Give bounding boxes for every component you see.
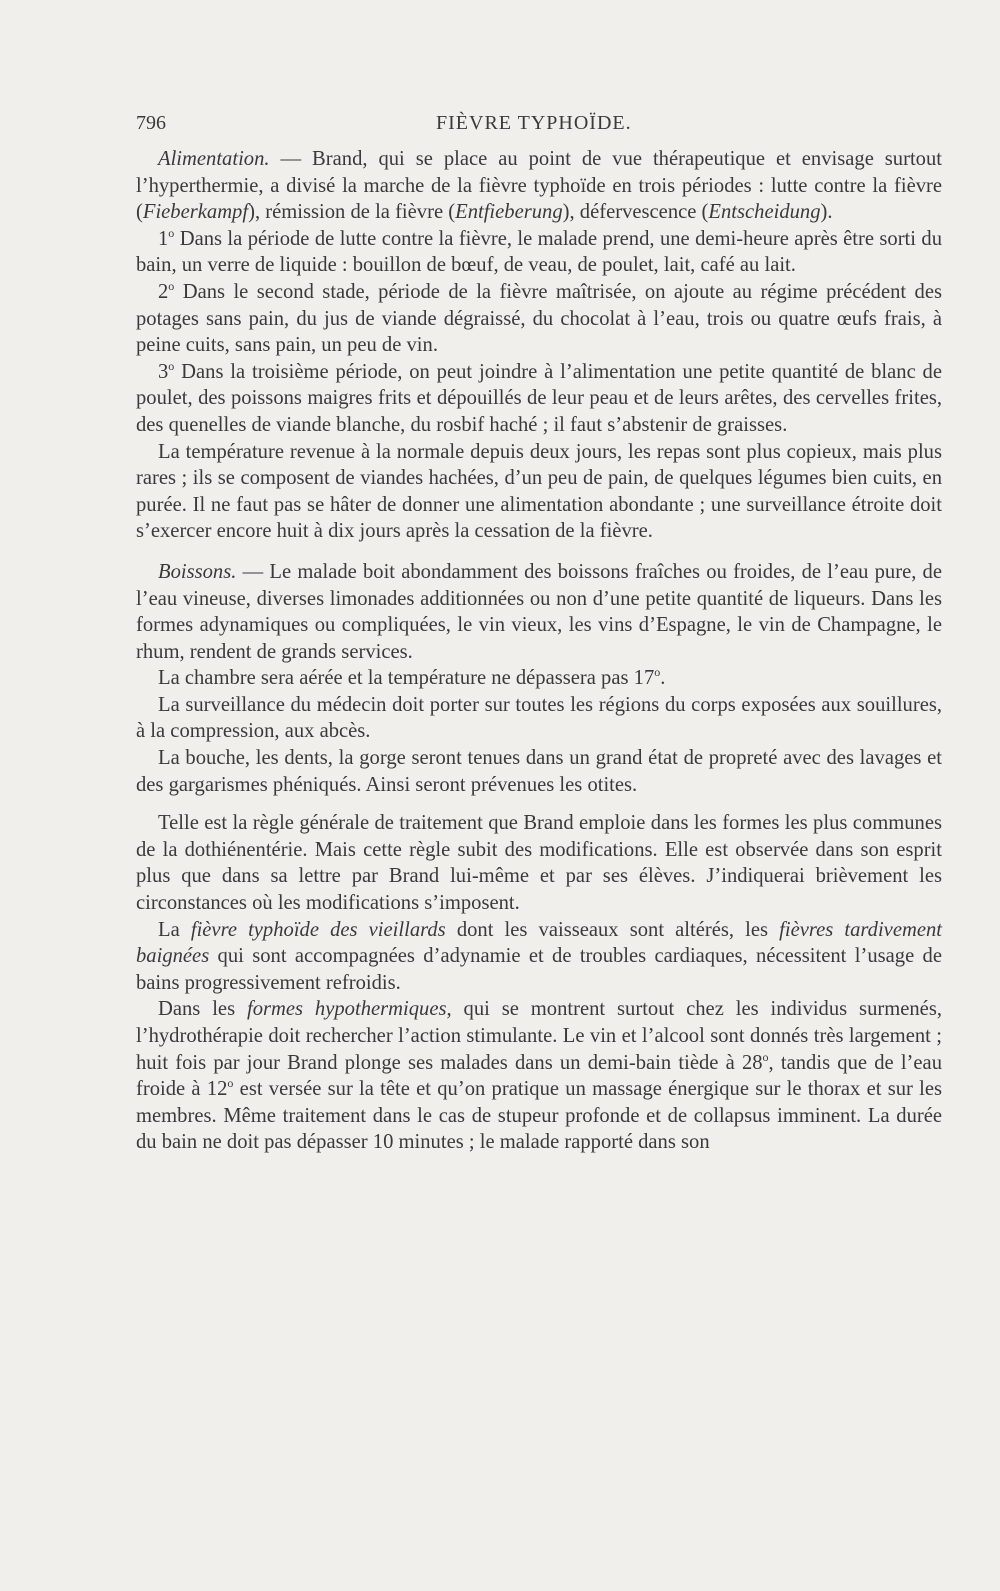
german-term: Entscheidung [708, 201, 821, 224]
text: — Le malade boit abondamment des boissons fraîches ou froides, de l’eau pure, de l’eau vineuse, diverses limonades additionnées ou non d’une petite quantité de liqueurs. Dans les formes adynamiques ou compliquées, le vin vieux, les vins d’Espagne, le vin de Champagne, le rhum, rendent de grands services. [136, 560, 942, 663]
emphasis: fièvre typhoïde des vieillards [190, 918, 446, 941]
paragraph-period-2 [136, 279, 942, 359]
degree-mark: o [654, 665, 661, 680]
degree-mark: o [227, 1076, 234, 1091]
page-header [136, 112, 940, 135]
emphasis: formes hypothermiques [246, 998, 447, 1021]
ordinal-mark: o [168, 358, 175, 373]
paragraph-vieillards [136, 917, 942, 997]
text: ), défervescence ( [562, 201, 709, 224]
text: ), rémission de la fièvre ( [248, 201, 456, 224]
text: La [158, 918, 191, 941]
text: . [660, 667, 666, 690]
text: ). [820, 201, 833, 224]
text: qui sont accompagnées d’adynamie et de troubles cardiaques, nécessitent l’usage de bains progressivement refroidis. [136, 945, 942, 994]
page-number: 796 [136, 112, 166, 134]
paragraph-hypothermiques [136, 996, 942, 1156]
paragraph-period-1 [136, 226, 942, 279]
text: Dans la troisième période, on peut joindre à l’alimentation une petite quantité de blanc de poulet, des poissons maigres frits et dépouillés de leur peau et de leurs arêtes, des cervelles frites, des quenelles de viande blanche, du rosbif haché ; il faut s’abstenir de graisses. [136, 360, 942, 436]
item-number: 2 [158, 280, 169, 303]
paragraph-alimentation [136, 146, 942, 226]
item-number: 3 [158, 360, 169, 383]
page-body [136, 146, 942, 1156]
german-term: Entfieberung [455, 201, 563, 224]
paragraph-period-3 [136, 359, 942, 439]
ordinal-mark: o [168, 225, 175, 240]
paragraph-bouche: La bouche, les dents, la gorge seront tenues dans un grand état de propreté avec des lavages et des gargarismes phéniqués. Ainsi seront prévenues les otites. [136, 747, 942, 796]
section-label-boissons: Boissons. [158, 560, 237, 583]
paragraph-normal-temperature: La température revenue à la normale depuis deux jours, les repas sont plus copieux, mais plus rares ; ils se composent de viandes hachées, d’un peu de pain, de quelques légumes bien cuits, en purée. Il ne faut pas se hâter de donner une alimentation abondante ; une surveillance étroite doit s’exercer encore huit à dix jours après la cessation de la fièvre. [136, 440, 942, 543]
running-title: FIÈVRE TYPHOÏDE. [436, 112, 632, 134]
paragraph-chambre [136, 665, 942, 692]
section-label-alimentation: Alimentation. [158, 148, 270, 170]
text: , qui se montrent surtout chez les individus surmenés, l’hydrothérapie doit rechercher l’action stimulante. Le vin et l’alcool sont donnés très largement ; huit fois par jour Brand plonge ses malades dans un demi-bain tiède à 28 [136, 998, 942, 1074]
paragraph-surveillance: La surveillance du médecin doit porter sur toutes les régions du corps exposées aux souillures, à la compression, aux abcès. [136, 693, 942, 743]
paragraph-boissons [136, 559, 942, 665]
german-term: Fieberkampf [142, 201, 249, 224]
degree-mark: o [762, 1049, 769, 1064]
text: Dans le second stade, période de la fièvre maîtrisée, on ajoute au régime précédent des potages sans pain, du jus de viande dégraissé, du chocolat à l’eau, trois ou quatre œufs frais, à peine cuits, sans pain, un peu de vin. [136, 280, 942, 357]
text: dont les vaisseaux sont altérés, les [445, 918, 780, 941]
ordinal-mark: o [168, 279, 175, 294]
emphasis: fièvres tardivement baignées [136, 918, 942, 968]
text: , tandis que de l’eau froide à 12 [136, 1051, 942, 1101]
text: est versée sur la tête et qu’on pratique un massage énergique sur le thorax et sur les membres. Même traitement dans le cas de stupeur profonde et de collapsus imminent. La durée du bain ne doit pas dépasser 10 minutes ; le malade rapporté dans son [136, 1078, 943, 1154]
text: — Brand, qui se place au point de vue thérapeutique et envisage surtout l’hyperthermie, a divisé la marche de la fièvre typhoïde en trois périodes : lutte contre la fièvre ( [136, 148, 942, 224]
item-number: 1 [158, 227, 169, 250]
text: Dans la période de lutte contre la fièvre, le malade prend, une demi-heure après être sorti du bain, un verre de liquide : bouillon de bœuf, de veau, de poulet, lait, café au lait. [136, 227, 942, 277]
paragraph-regle-generale: Telle est la règle générale de traitement que Brand emploie dans les formes les plus communes de la dothiénentérie. Mais cette règle subit des modifications. Elle est observée dans son esprit plus que dans sa lettre par Brand lui-même et par ses élèves. J’indiquerai brièvement les circonstances où les modifications s’imposent. [136, 812, 942, 915]
text: Dans les [158, 998, 247, 1021]
text: La chambre sera aérée et la température ne dépassera pas 17 [158, 667, 655, 690]
